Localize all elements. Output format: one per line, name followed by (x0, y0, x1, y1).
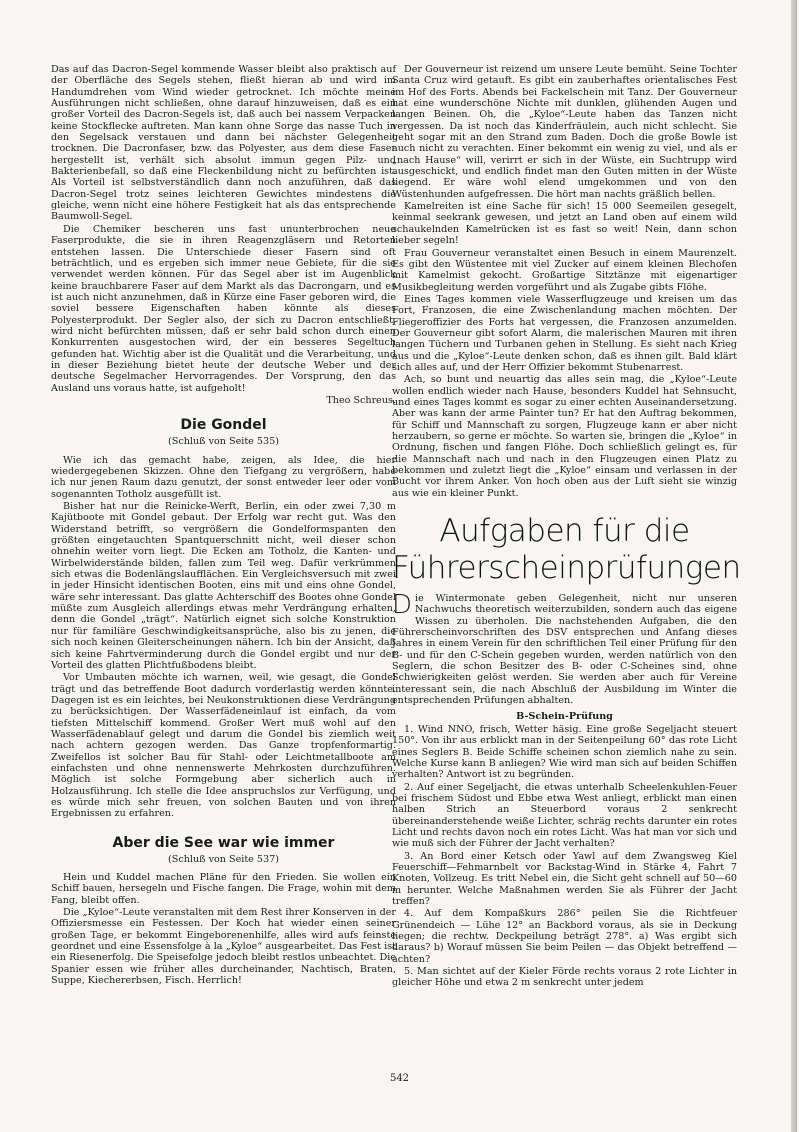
paragraph: Die „Kyloe“-Leute veranstalten mit dem Rest ihrer Konserven in der Offiziersmesse ein Festessen. Der Koch hat wieder einen seiner großen Tage, er bekommt Eingeborenenhilfe, alles wird aufs feinste geordnet und eine Essensfolge à la „Kyloe“ ausgearbeitet. Das Fest ist ein Riesenerfolg. Die Speisefolge jedoch bleibt restlos unbeachtet. Die Spanier essen wie früher alles durcheinander, Nachtisch, Braten, Suppe, Kiechererbsen, Fisch. Herrlich! (51, 907, 396, 987)
paragraph: Vor Umbauten möchte ich warnen, weil, wie gesagt, die Gondel trägt und das betreffende Boot dadurch vorderlastig werden könnte. Dagegen ist es ein leichtes, bei Neukonstruktionen diese Verdrängung zu berücksichtigen. Der Wasserfädeneinlauf ist einfach, da vom tiefsten Mittelschiff kommend. Großer Wert muß wohl auf den Wasserfädenablauf gelegt und darum die Gondel bis ziemlich weit nach achtern gezogen werden. Das Ganze tropfenformartig. Zweifellos ist solcher Bau für Stahl- oder Leichtmetallboote am einfachsten und ohne nennenswerte Mehrkosten durchzuführen. Möglich ist solche Formgebung aber sicherlich auch in Holzausführung. Ich stelle die Idee anspruchslos zur Verfügung, und es würde mich sehr freuen, von solchen Bauten und von ihren Ergebnissen zu erfahren. (51, 672, 396, 820)
intro-text: ie Wintermonate geben Gelegenheit, nicht nur unseren Nachwuchs theoretisch weiterzubilden, sondern auch das eigene Wissen zu überholen. Die nachstehenden Aufgaben, die den Führerscheinvorschriften des DSV entsprechen und Anfang dieses Jahres in einem Verein für den schriftlichen Teil einer Prüfung für den B- und für den C-Schein gegeben wurden, werden natürlich von den Seglern, die schon Besitzer des B- oder C-Scheines sind, ohne Schwierigkeiten gelöst werden. Sie werden aber auch für Vereine interessant sein, die nach Abschluß der Ausbildung im Winter die entsprechenden Prüfungen abhalten. (392, 593, 737, 707)
paragraph: Hein und Kuddel machen Pläne für den Frieden. Sie wollen ein Schiff bauen, hersegeln und Fische fangen. Die Frage, wohin mit dem Fang, bleibt offen. (51, 872, 396, 906)
paragraph: Das auf das Dacron-Segel kommende Wasser bleibt also praktisch auf der Oberfläche des Segels stehen, fließt hieran ab und wird im Handumdrehen vom Wind wieder getrocknet. Ich möchte meine Ausführungen nicht schließen, ohne darauf hinzuweisen, daß es ein großer Vorteil des Dacron-Segels ist, daß auch bei nassem Verpacken keine Stockflecke auftreten. Man kann ohne Sorge das nasse Tuch in den Segelsack verstauen und dann bei nächster Gelegenheit trocknen. Die Dacronfaser, bzw. das Polyester, aus dem diese Faser hergestellt ist, verhält sich absolut immun gegen Pilz- und Bakterienbefall, so daß eine Fleckenbildung nicht zu befürchten ist. Als Vorteil ist selbstverständlich dann noch anzuführen, daß das Dacron-Segel trotz seines leichteren Gewichtes mindestens die gleiche, wenn nicht eine höhere Festigkeit hat als das entsprechende Baumwoll-Segel. (51, 64, 396, 223)
paragraph: Eines Tages kommen viele Wasserflugzeuge und kreisen um das Fort, Franzosen, die eine Zwischenlandung machen möchten. Der Fliegeroffizier des Forts hat vergessen, die Franzosen anzumelden. Der Gouverneur gibt sofort Alarm, die malerischen Mauren mit ihren langen Tüchern und Turbanen gehen in Stellung. Es sieht nach Krieg aus und die „Kyloe“-Leute denken schon, daß es ihnen gilt. Bald klärt sich alles auf, und der Herr Offizier bekommt Stubenarrest. (392, 293, 737, 373)
question-4: 4. Auf dem Kompaßkurs 286° peilen Sie die Richtfeuer Grünendeich — Lühe 12° an Backbord voraus, als sie in Deckung liegen; die rechtw. Deckpeilung beträgt 278°. a) Was ergibt sich daraus? b) Worauf müssen Sie beim Peilen — das Objekt betreffend — achten? (392, 908, 737, 965)
main-article-title: Aufgaben für die Führerscheinprüfungen (392, 513, 741, 587)
section-heading: B-Schein-Prüfung (516, 710, 613, 722)
author-signature: Theo Schreus. (326, 394, 396, 406)
question-1: 1. Wind NNO, frisch, Wetter häsig. Eine große Segeljacht steuert 150°. Von ihr aus erblickt man in der Seitenpeilung 60° das rote Licht eines Seglers B. Beide Schiffe scheinen schon ziemlich nahe zu sein. Welche Kurse kann B anliegen? Wie wird man sich auf beiden Schiffen verhalten? Antwort ist zu begründen. (392, 723, 737, 781)
paragraph: Die Chemiker bescheren uns fast ununterbrochen neue Faserprodukte, die sie in ihren Reagenzgläsern und Retorten entstehen lassen. Die Unterschiede dieser Fasern sind oft beträchtlich, und es ergeben sich immer neue Gebiete, für die sie verwendet werden können. Für das Segel aber ist im Augenblick keine brauchbarere Faser auf dem Markt als das Dacrongarn, und es ist auch nicht anzunehmen, daß in Kürze eine Faser geboren wird, die soviel bessere Eigenschaften haben könnte als dieses Polyesterprodukt. Der Segler also, der sich zu Dacron entschließt, wird nicht befürchten müssen, daß er sehr bald schon durch einen Konkurrenten ausgestochen wird, der ein besseres Segeltuch gefunden hat. Wichtig aber ist die Qualität und die Verarbeitung, und in dieser Beziehung bietet heute der deutsche Weber und der deutsche Segelmacher Hervorragendes. Der Vorsprung, den das Ausland uns voraus hatte, ist aufgeholt! (51, 223, 396, 394)
continuation-note: (Schluß von Seite 535) (168, 436, 279, 448)
page-number: 542 (389, 1073, 410, 1084)
page-edge (791, 0, 797, 1132)
left-column (51, 64, 396, 987)
paragraph: Ach, so bunt und neuartig das alles sein mag, die „Kyloe“-Leute wollen endlich wieder nach Hause, besonders Kuddel hat Sehnsucht, und eines Tages kommt es sogar zu einer echten Auseinandersetzung. Aber was kann der arme Painter tun? Er hat den Auftrag bekommen, für Schiff und Mannschaft zu sorgen, Flugzeuge kann er aber nicht herzaubern, so gerne er möchte. So warten sie, bringen die „Kyloe“ in Ordnung, fischen und fangen Flöhe. Doch schließlich gelingt es, für die Mannschaft nach und nach in den Flugzeugen einen Platz zu bekommen und zuletzt liegt die „Kyloe“ einsam und verlassen in der Bucht vor ihrem Anker. Von hoch oben aus der Luft sieht sie winzig aus wie ein kleiner Punkt. (392, 374, 737, 499)
continuation-note: (Schluß von Seite 537) (168, 853, 279, 865)
question-3: 3. An Bord einer Ketsch oder Yawl auf dem Zwangsweg Kiel Feuerschiff—Fehmarnbelt vor Backstag-Wind in Stärke 4, Fahrt 7 Knoten, Vollzeug. Es tritt Nebel ein, die Sicht geht schnell auf 50—60 m herunter. Welche Maßnahmen werden Sie als Führer der Jacht treffen? (392, 850, 737, 907)
paragraph: Kamelreiten ist eine Sache für sich! 15 000 Seemeilen gesegelt, keinmal seekrank gewesen, und jetzt an Land oben auf einem wild schaukelnden Kamelrücken ist es fast so weit! Nein, dann schon lieber segeln! (392, 201, 737, 247)
article-title-gondel: Die Gondel (180, 417, 267, 434)
paragraph: Der Gouverneur ist reizend um unsere Leute bemüht. Seine Tochter Santa Cruz wird getauft. Es gibt ein zauberhaftes orientalisches Fest im Hof des Forts. Abends bei Fackelschein mit Tanz. Der Gouverneur hat eine wunderschöne Nichte mit dunklen, glühenden Augen und langen Beinen. Oh, die „Kyloe“-Leute haben das Tanzen nicht vergessen. Da ist noch das Kinderfräulein, auch nicht schlecht. Sie geht sogar mit an den Strand zum Baden. Doch die große Bowle ist auch nicht zu verachten. Einer bekommt ein wenig zu viel, und als er „nach Hause“ will, verirrt er sich in der Wüste, ein Suchtrupp wird ausgeschickt, und endlich findet man den Guten mitten in der Wüste liegend. Er wäre wohl elend umgekommen und von den Wüstenhunden aufgefressen. Die hört man nachts gräßlich bellen. (392, 64, 737, 200)
article-title-see: Aber die See war wie immer (112, 834, 335, 851)
paragraph: Frau Gouverneur veranstaltet einen Besuch in einem Maurenzelt. Es gibt den Wüstentee mit viel Zucker auf einem kleinen Blechofen mit Kamelmist gekocht. Großartige Sitztänze mit eigenartiger Musikbegleitung werden vorgeführt und als Zugabe gibts Flöhe. (392, 247, 737, 293)
paragraph: Bisher hat nur die Reinicke-Werft, Berlin, ein oder zwei 7,30 m Kajütboote mit Gondel gebaut. Der Erfolg war recht gut. Was den Widerstand betrifft, so vergrößern die Gondelformspanten den größten eingetauchten Spantquerschnitt nicht, weil dieser schon ohnehin weiter vorn liegt. Die Ecken am Totholz, die Kanten- und Wirbelwiderstände bilden, fallen zum Teil weg. Dafür verkrümmen sich etwas die Bodenlängslaufflächen. Ein Vergleichsversuch mit zwei in jeder Hinsicht identischen Booten, eins mit und eins ohne Gondel, wäre sehr interessant. Das glatte Achterschiff des Bootes ohne Gondel müßte zum Ausgleich allerdings etwas mehr Verdrängung erhalten, denn die Gondel „trägt“. Natürlich eignet sich solche Konstruktion nur für familiäre Geschwindigkeitsansprüche, also bis zu jenen, die sich noch keinen Gleiterscheinungen nähern. Ich bin der Ansicht, daß sich keine Fahrtverminderung durch die Gondel ergibt und nur der Vorteil des glatten Plichtfußbodens bleibt. (51, 501, 396, 671)
right-column (392, 64, 741, 990)
paragraph: Wie ich das gemacht habe, zeigen, als Idee, die hier wiedergegebenen Skizzen. Ohne den Tiefgang zu vergrößern, habe ich nur jenen Raum dazu genutzt, der sonst entweder leer oder vom sogenannten Totholz ausgefüllt ist. (51, 454, 396, 500)
intro-paragraph (392, 590, 737, 707)
question-5: 5. Man sichtet auf der Kieler Förde rechts voraus 2 rote Lichter in gleicher Höhe und etwa 2 m senkrecht unter jedem (392, 966, 737, 989)
drop-cap: D (392, 590, 413, 621)
question-2: 2. Auf einer Segeljacht, die etwas unterhalb Scheelenkuhlen-Feuer bei frischem Südost und Ebbe etwa West anliegt, erblickt man einen halben Strich an Steuerbord voraus 2 senkrecht übereinanderstehende weiße Lichter, schräg rechts darunter ein rotes Licht und rechts davon noch ein rotes Licht. Was hat man vor sich und wie muß sich der Führer der Jacht verhalten? (392, 781, 737, 850)
